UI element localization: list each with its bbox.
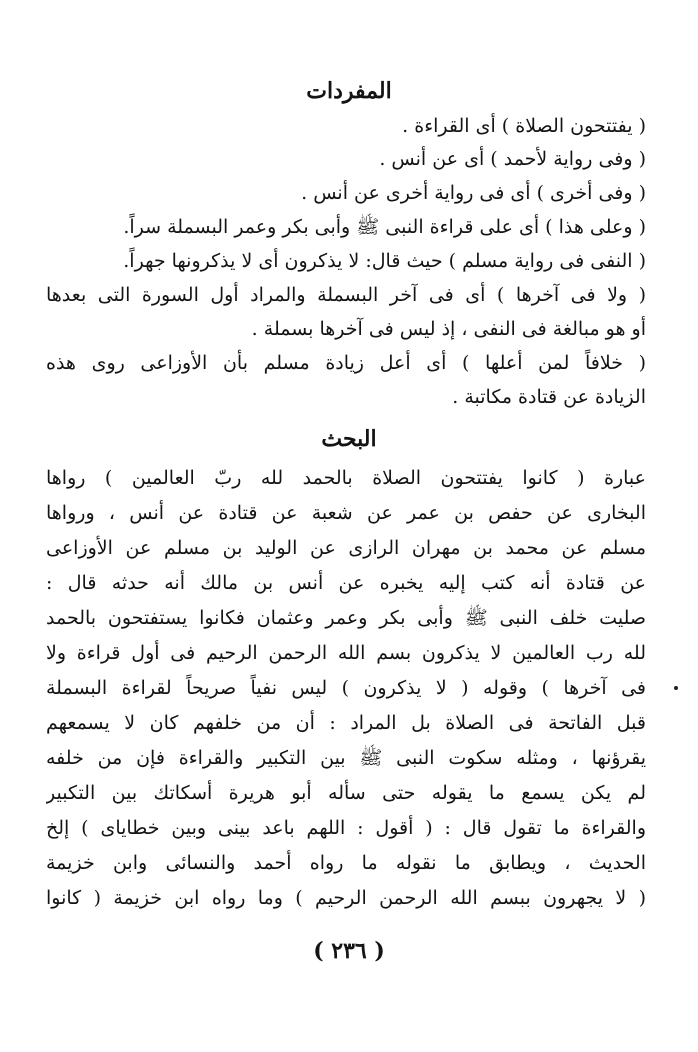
vocabulary-line: ( وفى أخرى ) أى فى رواية أخرى عن أنس .	[301, 182, 646, 204]
page-number: ( ٢٣٦ )	[313, 938, 385, 964]
research-line: صليت خلف النبى ﷺ وأبى بكر وعمر وعثمان فكانوا يستفتحون بالحمد	[46, 607, 646, 629]
margin-dot	[674, 686, 678, 690]
vocabulary-line: ( ولا فى آخرها ) أى فى آخر البسملة والمراد أول السورة التى بعدها	[46, 284, 646, 306]
research-line: فى آخرها ) وقوله ( لا يذكرون ) ليس نفياً صريحاً لقراءة البسملة	[46, 677, 646, 699]
vocabulary-line: ( وفى رواية لأحمد ) أى عن أنس .	[379, 148, 646, 170]
vocabulary-line: ( وعلى هذا ) أى على قراءة النبى ﷺ وأبى بكر وعمر البسملة سراً.	[123, 216, 646, 238]
research-line: والقراءة ما تقول قال : ( أقول : اللهم باعد بينى وبين خطاياى ) إلخ	[46, 817, 646, 839]
vocabulary-line: ( خلافاً لمن أعلها ) أى أعل زيادة مسلم بأن الأوزاعى روى هذه	[46, 352, 646, 374]
vocabulary-line: ( النفى فى رواية مسلم ) حيث قال: لا يذكرون أى لا يذكرونها جهراً.	[123, 250, 646, 272]
research-line: عن قتادة أنه كتب إليه يخبره عن أنس بن مالك أنه حدثه قال :	[46, 572, 646, 594]
research-line: يقرؤنها ، ومثله سكوت النبى ﷺ بين التكبير والقراءة فإن من خلفه	[46, 747, 646, 769]
research-heading: البحث	[321, 426, 377, 452]
research-line: الحديث ، ويطابق ما نقوله ما رواه أحمد والنسائى وابن خزيمة	[46, 852, 646, 874]
research-line: ( لا يجهرون ببسم الله الرحمن الرحيم ) وما رواه ابن خزيمة ( كانوا	[46, 887, 646, 909]
research-line: مسلم عن محمد بن مهران الرازى عن الوليد بن مسلم عن الأوزاعى	[46, 537, 646, 559]
research-line: لم يكن يسمع ما يقوله حتى سأله أبو هريرة أسكاتك بين التكبير	[46, 782, 646, 804]
vocabulary-heading: المفردات	[306, 78, 392, 104]
vocabulary-line: أو هو مبالغة فى النفى ، إذ ليس فى آخرها بسملة .	[251, 318, 646, 340]
research-line: البخارى عن حفص بن عمر عن شعبة عن قتادة عن أنس ، ورواها	[46, 502, 646, 524]
vocabulary-line: ( يفتتحون الصلاة ) أى القراءة .	[402, 115, 646, 137]
research-line: لله رب العالمين لا يذكرون بسم الله الرحمن الرحيم فى أول قراءة ولا	[46, 642, 646, 664]
research-line: قبل الفاتحة فى الصلاة بل المراد : أن من خلفهم كان لا يسمعهم	[46, 712, 646, 734]
research-line: عبارة ( كانوا يفتتحون الصلاة بالحمد لله ربّ العالمين ) رواها	[46, 467, 646, 489]
vocabulary-line: الزيادة عن قتادة مكاتبة .	[452, 386, 646, 408]
